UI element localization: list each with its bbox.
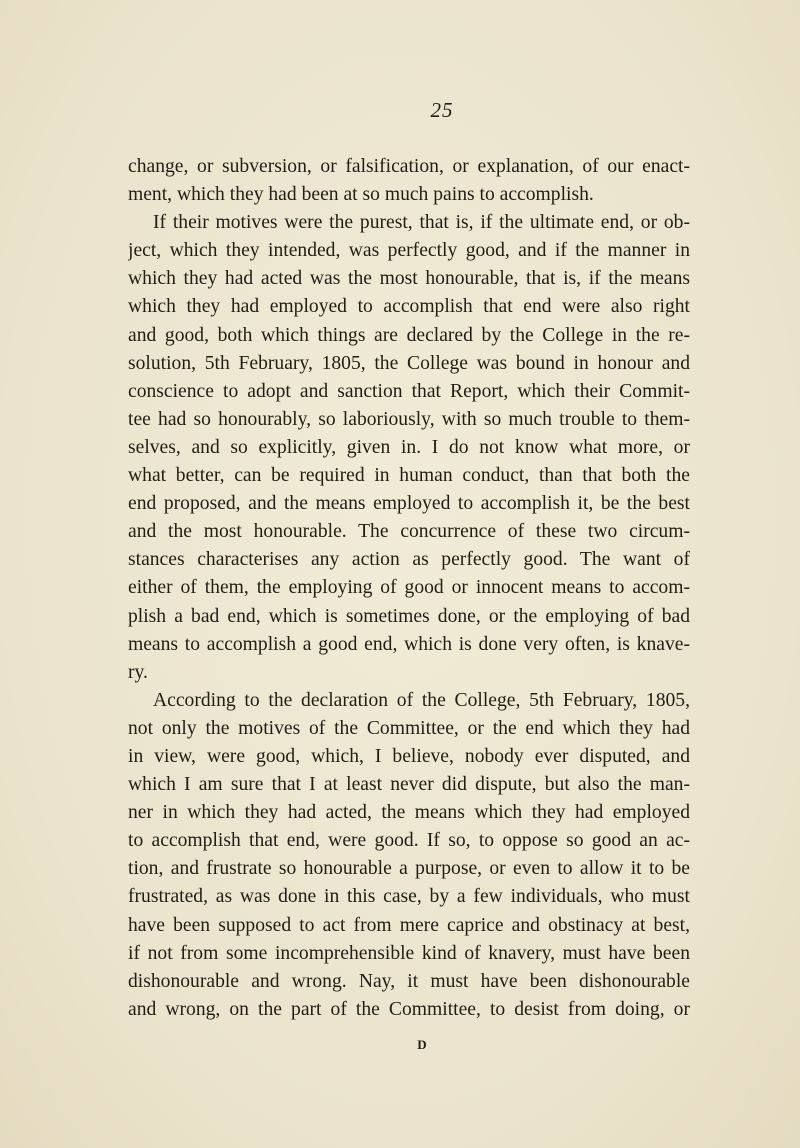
text-line: conscience to adopt and sanction that Report, which their Commit- (128, 380, 690, 402)
text-line: which I am sure that I at least never did dispute, but also the man- (128, 774, 690, 796)
text-line: which they had acted was the most honourable, that is, if the means (128, 268, 690, 290)
text-line: ry. (128, 661, 148, 683)
text-line: what better, can be required in human conduct, than that both the (128, 465, 690, 487)
text-line: ner in which they had acted, the means which they had employed (128, 802, 690, 824)
text-line: If their motives were the purest, that is, if the ultimate end, or ob- (153, 212, 690, 234)
text-line: which they had employed to accomplish that end were also right (128, 296, 690, 318)
text-line: have been supposed to act from mere caprice and obstinacy at best, (128, 914, 690, 936)
body-text (128, 153, 690, 1024)
page-number: 25 (430, 98, 454, 122)
text-line: to accomplish that end, were good. If so, to oppose so good an ac- (128, 830, 690, 852)
text-line: and the most honourable. The concurrence of these two circum- (128, 521, 690, 543)
text-line: According to the declaration of the College, 5th February, 1805, (153, 689, 690, 711)
text-line: and good, both which things are declared by the College in the re- (128, 324, 690, 346)
text-line: in view, were good, which, I believe, nobody ever disputed, and (128, 745, 690, 767)
text-line: plish a bad end, which is sometimes done, or the employing of bad (128, 605, 690, 627)
text-line: tee had so honourably, so laboriously, with so much trouble to them- (128, 408, 690, 430)
text-line: end proposed, and the means employed to accomplish it, be the best (128, 493, 690, 515)
text-line: either of them, the employing of good or innocent means to accom- (128, 577, 690, 599)
text-line: selves, and so explicitly, given in. I do not know what more, or (128, 436, 690, 458)
text-line: means to accomplish a good end, which is done very often, is knave- (128, 633, 690, 655)
signature-mark: D (417, 1037, 427, 1052)
text-line: dishonourable and wrong. Nay, it must have been dishonourable (128, 970, 690, 992)
text-line: solution, 5th February, 1805, the College was bound in honour and (128, 352, 690, 374)
text-line: frustrated, as was done in this case, by a few individuals, who must (128, 886, 690, 908)
text-line: stances characterises any action as perfectly good. The want of (128, 549, 690, 571)
text-line: ment, which they had been at so much pains to accomplish. (128, 184, 594, 206)
text-line: if not from some incomprehensible kind of knavery, must have been (128, 942, 690, 964)
text-line: tion, and frustrate so honourable a purpose, or even to allow it to be (128, 858, 690, 880)
text-line: ject, which they intended, was perfectly good, and if the manner in (128, 240, 690, 262)
text-line: and wrong, on the part of the Committee, to desist from doing, or (128, 998, 690, 1020)
text-line: not only the motives of the Committee, or the end which they had (128, 717, 690, 739)
text-line: change, or subversion, or falsification, or explanation, of our enact- (128, 156, 690, 177)
